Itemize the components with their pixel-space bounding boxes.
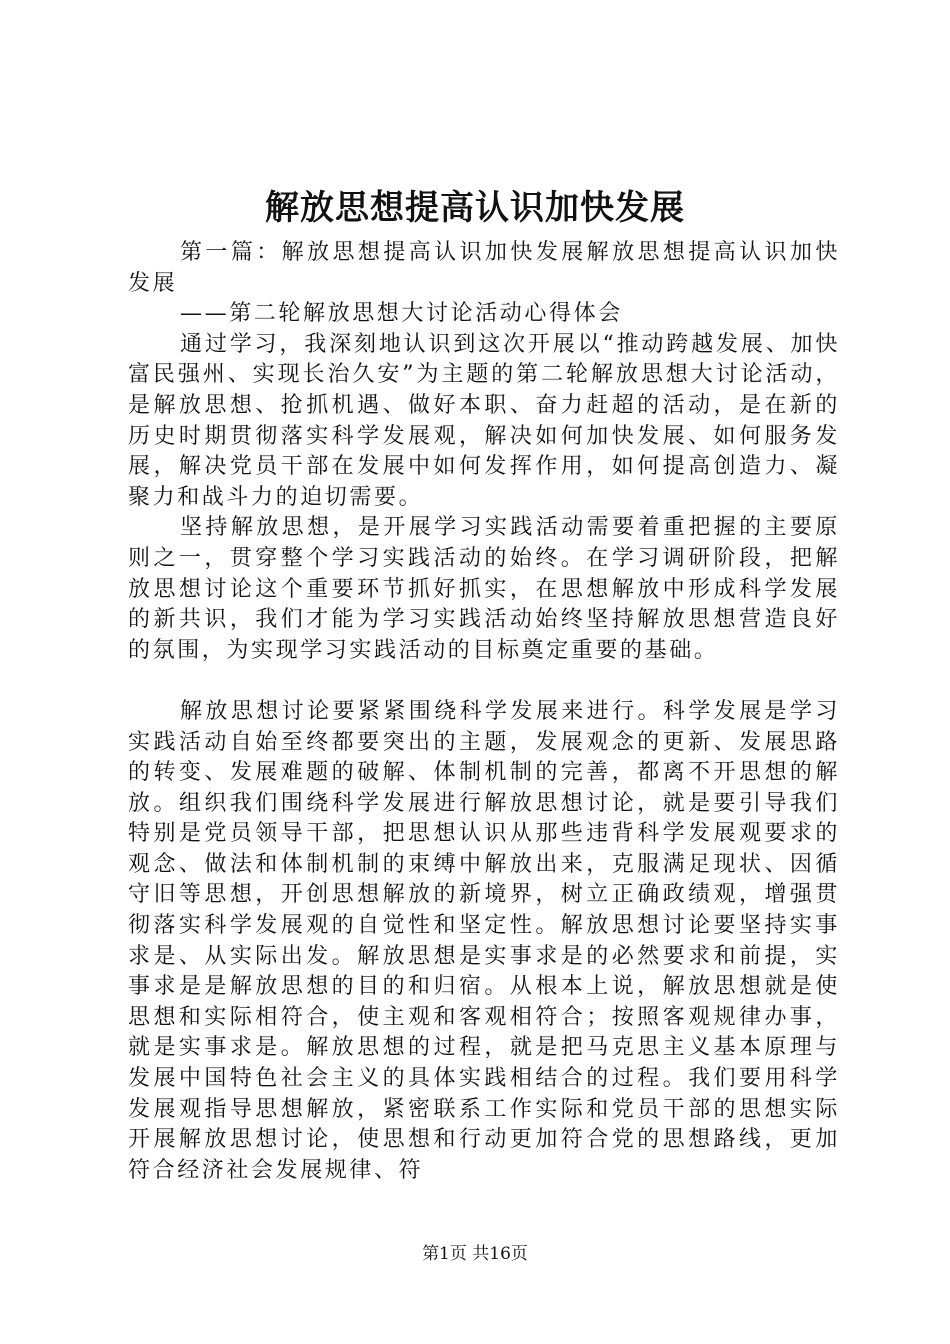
paragraph-heading: 第一篇：解放思想提高认识加快发展解放思想提高认识加快发展 xyxy=(128,240,840,296)
paragraph: 通过学习，我深刻地认识到这次开展以“推动跨越发展、加快富民强州、实现长治久安”为主题的第二轮解放思想大讨论活动，是解放思想、抢抓机遇、做好本职、奋力赶超的活动，是在新的历史时期贯彻落实科学发展观，解决如何加快发展、如何服务发展，解决党员干部在发展中如何发挥作用，如何提高创造力、凝聚力和战斗力的迫切需要。 xyxy=(128,331,840,510)
paragraph-spacer xyxy=(128,666,840,697)
paragraph: 解放思想讨论要紧紧围绕科学发展来进行。科学发展是学习实践活动自始至终都要突出的主题，发展观念的更新、发展思路的转变、发展难题的破解、体制机制的完善，都离不开思想的解放。组织我们围绕科学发展进行解放思想讨论，就是要引导我们特别是党员领导干部，把思想认识从那些违背科学发展观要求的观念、做法和体制机制的束缚中解放出来，克服满足现状、因循守旧等思想，开创思想解放的新境界，树立正确政绩观，增强贯彻落实科学发展观的自觉性和坚定性。解放思想讨论要坚持实事求是、从实际出发。解放思想是实事求是的必然要求和前提，实事求是是解放思想的目的和归宿。从根本上说，解放思想就是使思想和实际相符合，使主观和客观相符合；按照客观规律办事，就是实事求是。解放思想的过程，就是把马克思主义基本原理与发展中国特色社会主义的具体实践相结合的过程。我们要用科学发展观指导思想解放，紧密联系工作实际和党员干部的思想实际开展解放思想讨论，使思想和行动更加符合党的思想路线，更加符合经济社会发展规律、符 xyxy=(128,698,840,1183)
document-body xyxy=(128,238,840,1186)
paragraph-subtitle: ——第二轮解放思想大讨论活动心得体会 xyxy=(180,301,623,327)
document-title: 解放思想提高认识加快发展 xyxy=(265,188,685,228)
page-footer: 第1页 共16页 xyxy=(422,1244,528,1264)
paragraph: 坚持解放思想，是开展学习实践活动需要着重把握的主要原则之一，贯穿整个学习实践活动的始终。在学习调研阶段，把解放思想讨论这个重要环节抓好抓实，在思想解放中形成科学发展的新共识，我们才能为学习实践活动始终坚持解放思想营造良好的氛围，为实现学习实践活动的目标奠定重要的基础。 xyxy=(128,515,840,663)
